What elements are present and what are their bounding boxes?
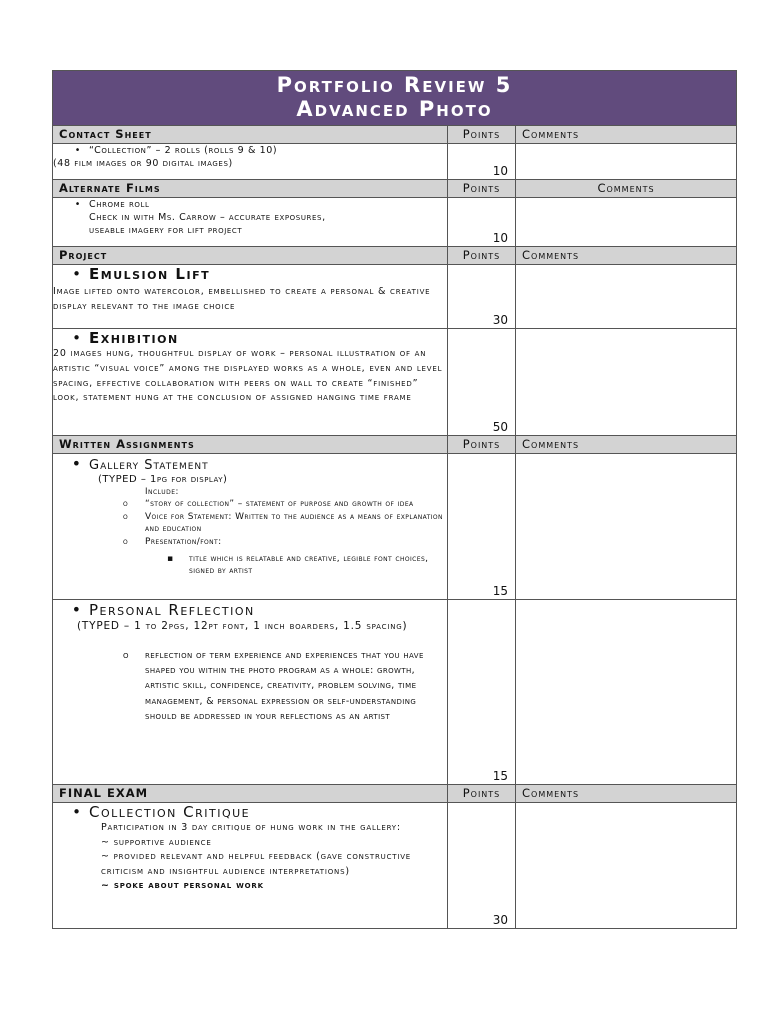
circle-bullet-icon: o xyxy=(123,650,129,661)
comments-cell xyxy=(516,600,737,785)
points-value: 30 xyxy=(492,913,508,927)
title-line-2: Advanced Photo xyxy=(296,97,493,121)
points-header: Points xyxy=(448,180,516,198)
points-value: 10 xyxy=(492,164,508,178)
reflection-item-text: reflection of term experience and experiences that you have shaped you within the photo program as a whole: growth, artistic skill, confidence, creativity, problem solving, time management, & personal expression or self-understanding should be addressed in your reflections as an artist xyxy=(145,650,424,722)
alternate-films-line-3: useable imagery for lift project xyxy=(89,225,243,236)
gallery-statement-text xyxy=(53,454,448,600)
section-header-project xyxy=(53,247,737,265)
critique-line-2: ~ supportive audience xyxy=(101,836,212,848)
personal-reflection-typed: (TYPED – 1 to 2pgs, 12pt font, 1 inch boarders, 1.5 spacing) xyxy=(77,620,408,632)
comments-header: Comments xyxy=(516,436,737,454)
points-cell xyxy=(448,198,516,247)
gallery-item-text: “story of collection” – statement of purpose and growth of idea xyxy=(145,499,414,509)
comments-cell xyxy=(516,265,737,329)
comments-cell xyxy=(516,144,737,180)
critique-line-4: ~ spoke about personal work xyxy=(101,880,264,891)
contact-sheet-line-1: “Collection” – 2 rolls (rolls 9 & 10) xyxy=(89,145,278,156)
personal-reflection-text xyxy=(53,600,448,785)
portfolio-rubric-table xyxy=(52,70,737,929)
section-title: Contact Sheet xyxy=(53,126,448,144)
circle-bullet-icon: o xyxy=(123,536,129,547)
title-banner xyxy=(53,71,737,126)
row-exhibition xyxy=(53,329,737,436)
points-value: 15 xyxy=(492,584,508,598)
gallery-statement-include: Include: xyxy=(145,487,179,497)
gallery-subitem-text: title which is relatable and creative, legible font choices, signed by artist xyxy=(189,554,429,576)
section-header-contact-sheet xyxy=(53,126,737,144)
exhibition-desc: 20 images hung, thoughtful display of work – personal illustration of an artistic “visual voice” among the displayed works as a whole, even and level spacing, effective collaboration with peers on wall to create “finished” look, statement hung at the conclusion of assigned hanging time frame xyxy=(53,348,443,404)
row-gallery-statement xyxy=(53,454,737,600)
gallery-item-1 xyxy=(53,498,447,511)
comments-header: Comments xyxy=(516,247,737,265)
square-bullet-icon: ▪ xyxy=(167,554,174,564)
bullet-icon: • xyxy=(71,454,81,473)
critique-line-3: ~ provided relevant and helpful feedback (gave constructive criticism and insightful audience interpretations) xyxy=(101,851,412,877)
row-collection-critique xyxy=(53,803,737,929)
reflection-item xyxy=(53,648,447,724)
collection-critique-text xyxy=(53,803,448,929)
critique-line-1: Participation in 3 day critique of hung work in the gallery: xyxy=(101,822,401,833)
section-title: Project xyxy=(53,247,448,265)
bullet-icon: • xyxy=(74,199,81,210)
row-emulsion-lift xyxy=(53,265,737,329)
gallery-statement-title: Gallery Statement xyxy=(89,458,209,473)
points-header: Points xyxy=(448,436,516,454)
alternate-films-item: Chrome roll xyxy=(89,199,150,210)
points-cell xyxy=(448,144,516,180)
bullet-icon: • xyxy=(72,329,81,347)
comments-cell xyxy=(516,454,737,600)
bullet-icon: • xyxy=(72,803,81,821)
bullet-icon: • xyxy=(72,265,81,283)
row-personal-reflection xyxy=(53,600,737,785)
comments-cell xyxy=(516,329,737,436)
points-cell xyxy=(448,803,516,929)
section-header-alternate-films xyxy=(53,180,737,198)
gallery-item-text: Presentation/font: xyxy=(145,536,222,547)
circle-bullet-icon: o xyxy=(123,511,129,522)
row-contact-sheet xyxy=(53,144,737,180)
points-cell xyxy=(448,329,516,436)
points-cell xyxy=(448,600,516,785)
gallery-subitem xyxy=(53,553,447,577)
emulsion-lift-desc: Image lifted onto watercolor, embellished to create a personal & creative display relevant to the image choice xyxy=(53,286,431,312)
points-header: Points xyxy=(448,247,516,265)
points-header: Points xyxy=(448,126,516,144)
section-title: FINAL EXAM xyxy=(53,785,448,803)
alternate-films-text xyxy=(53,198,448,247)
points-header: Points xyxy=(448,785,516,803)
points-value: 30 xyxy=(492,313,508,327)
points-cell xyxy=(448,454,516,600)
points-value: 10 xyxy=(492,231,508,245)
collection-critique-title: Collection Critique xyxy=(89,803,251,821)
comments-header: Comments xyxy=(516,785,737,803)
personal-reflection-title: Personal Reflection xyxy=(89,601,255,619)
bullet-icon: • xyxy=(74,145,81,156)
section-title: Alternate Films xyxy=(53,180,448,198)
exhibition-title: Exhibition xyxy=(89,329,179,347)
circle-bullet-icon: o xyxy=(123,499,129,509)
points-value: 50 xyxy=(492,420,508,434)
emulsion-lift-title: Emulsion Lift xyxy=(89,265,211,283)
comments-header: Comments xyxy=(516,126,737,144)
points-value: 15 xyxy=(492,769,508,783)
section-header-final-exam xyxy=(53,785,737,803)
bullet-icon: • xyxy=(71,600,81,619)
comments-cell xyxy=(516,198,737,247)
points-cell xyxy=(448,265,516,329)
gallery-item-3 xyxy=(53,536,447,549)
comments-cell xyxy=(516,803,737,929)
gallery-statement-typed: (TYPED – 1pg for display) xyxy=(98,474,228,485)
alternate-films-line-2: Check in with Ms. Carrow – accurate exposures, xyxy=(89,212,326,223)
title-line-1: Portfolio Review 5 xyxy=(276,73,513,97)
row-alternate-films xyxy=(53,198,737,247)
exhibition-text xyxy=(53,329,448,436)
section-title: Written Assignments xyxy=(53,436,448,454)
comments-header: Comments xyxy=(516,180,737,198)
gallery-item-text: Voice for Statement: Written to the audience as a means of explanation and education xyxy=(145,511,443,534)
gallery-item-2 xyxy=(53,511,447,536)
contact-sheet-line-2: (48 film images or 90 digital images) xyxy=(53,158,233,169)
section-header-written-assignments xyxy=(53,436,737,454)
emulsion-lift-text xyxy=(53,265,448,329)
contact-sheet-text xyxy=(53,144,448,180)
